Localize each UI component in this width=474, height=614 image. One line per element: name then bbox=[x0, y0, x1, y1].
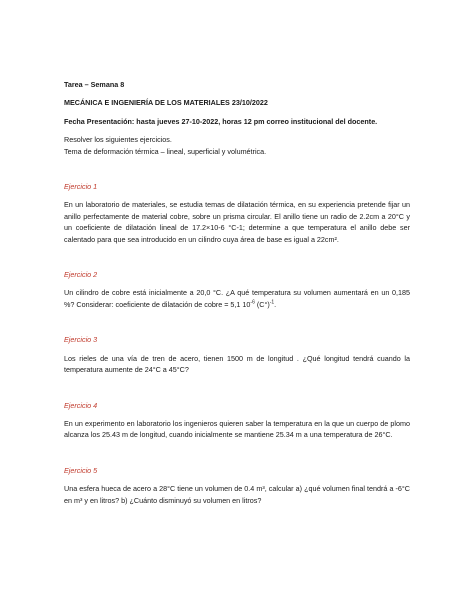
document-page bbox=[64, 79, 410, 506]
exercise-body-end: . bbox=[274, 299, 277, 309]
course-heading: MECÁNICA E INGENIERÍA DE LOS MATERIALES 23/10/2022 bbox=[64, 98, 268, 108]
exercise-title: Ejercicio 3 bbox=[64, 335, 98, 345]
exercise-body: En un laboratorio de materiales, se estudia temas de dilatación térmica, en su experiencia pretende fijar un anillo perfectamente de material cobre, sobre un prisma circular. El anillo tiene un radio de 2.2cm a 20°C y un coeficiente de dilatación lineal de 17.2×10-6 °C-1; determine a que temperatura el anillo debe ser calentado para que sea introducido en un cilindro cuya área de base es igual a 22cm². bbox=[64, 200, 410, 244]
exercise-4 bbox=[64, 400, 410, 441]
exercise-title: Ejercicio 4 bbox=[64, 400, 98, 410]
task-heading: Tarea – Semana 8 bbox=[64, 80, 125, 89]
exercise-2 bbox=[64, 269, 410, 310]
exercise-body: En un experimento en laboratorio los ingenieros quieren saber la temperatura en la que un cuerpo de plomo alcanza los 25.43 m de longitud, cuando inicialmente se mantiene 25.34 m a una temperatura de 26°C. bbox=[64, 418, 410, 440]
intro-line-2: Tema de deformación térmica – lineal, superficial y volumétrica. bbox=[64, 146, 267, 156]
exercise-body-unit: (C°) bbox=[254, 299, 270, 309]
exponent: -1 bbox=[269, 299, 275, 306]
deadline-text: hasta jueves 27-10-2022, horas 12 pm correo institucional del docente. bbox=[134, 116, 378, 126]
exercise-body: Los rieles de una vía de tren de acero, tienen 1500 m de longitud . ¿Qué longitud tendrá cuando la temperatura aumente de 24°C a 45°C? bbox=[64, 353, 410, 375]
exercise-title: Ejercicio 2 bbox=[64, 270, 98, 280]
exercise-body bbox=[64, 287, 410, 310]
exercise-title: Ejercicio 1 bbox=[64, 182, 98, 192]
exercise-body-text: Un cilindro de cobre está inicialmente a 20,0 °C. ¿A qué temperatura su volumen aumentará en un 0,185 %? Considerar: coeficiente de dilatación de cobre = 5,1 10 bbox=[64, 288, 410, 309]
exercise-title: Ejercicio 5 bbox=[64, 465, 98, 475]
exercise-1 bbox=[64, 181, 410, 245]
exercise-3 bbox=[64, 334, 410, 375]
exercise-5 bbox=[64, 465, 410, 506]
exponent: -6 bbox=[250, 299, 255, 306]
intro-line-1: Resolver los siguientes ejercicios. bbox=[64, 135, 172, 145]
exercise-body: Una esfera hueca de acero a 28°C tiene un volumen de 0.4 m³, calcular a) ¿qué volumen final tendrá a -6°C en m³ y en litros? b) ¿Cuánto disminuyó su volumen en litros? bbox=[64, 484, 410, 505]
deadline-label: Fecha Presentación: bbox=[64, 116, 135, 126]
deadline-line bbox=[64, 116, 410, 127]
